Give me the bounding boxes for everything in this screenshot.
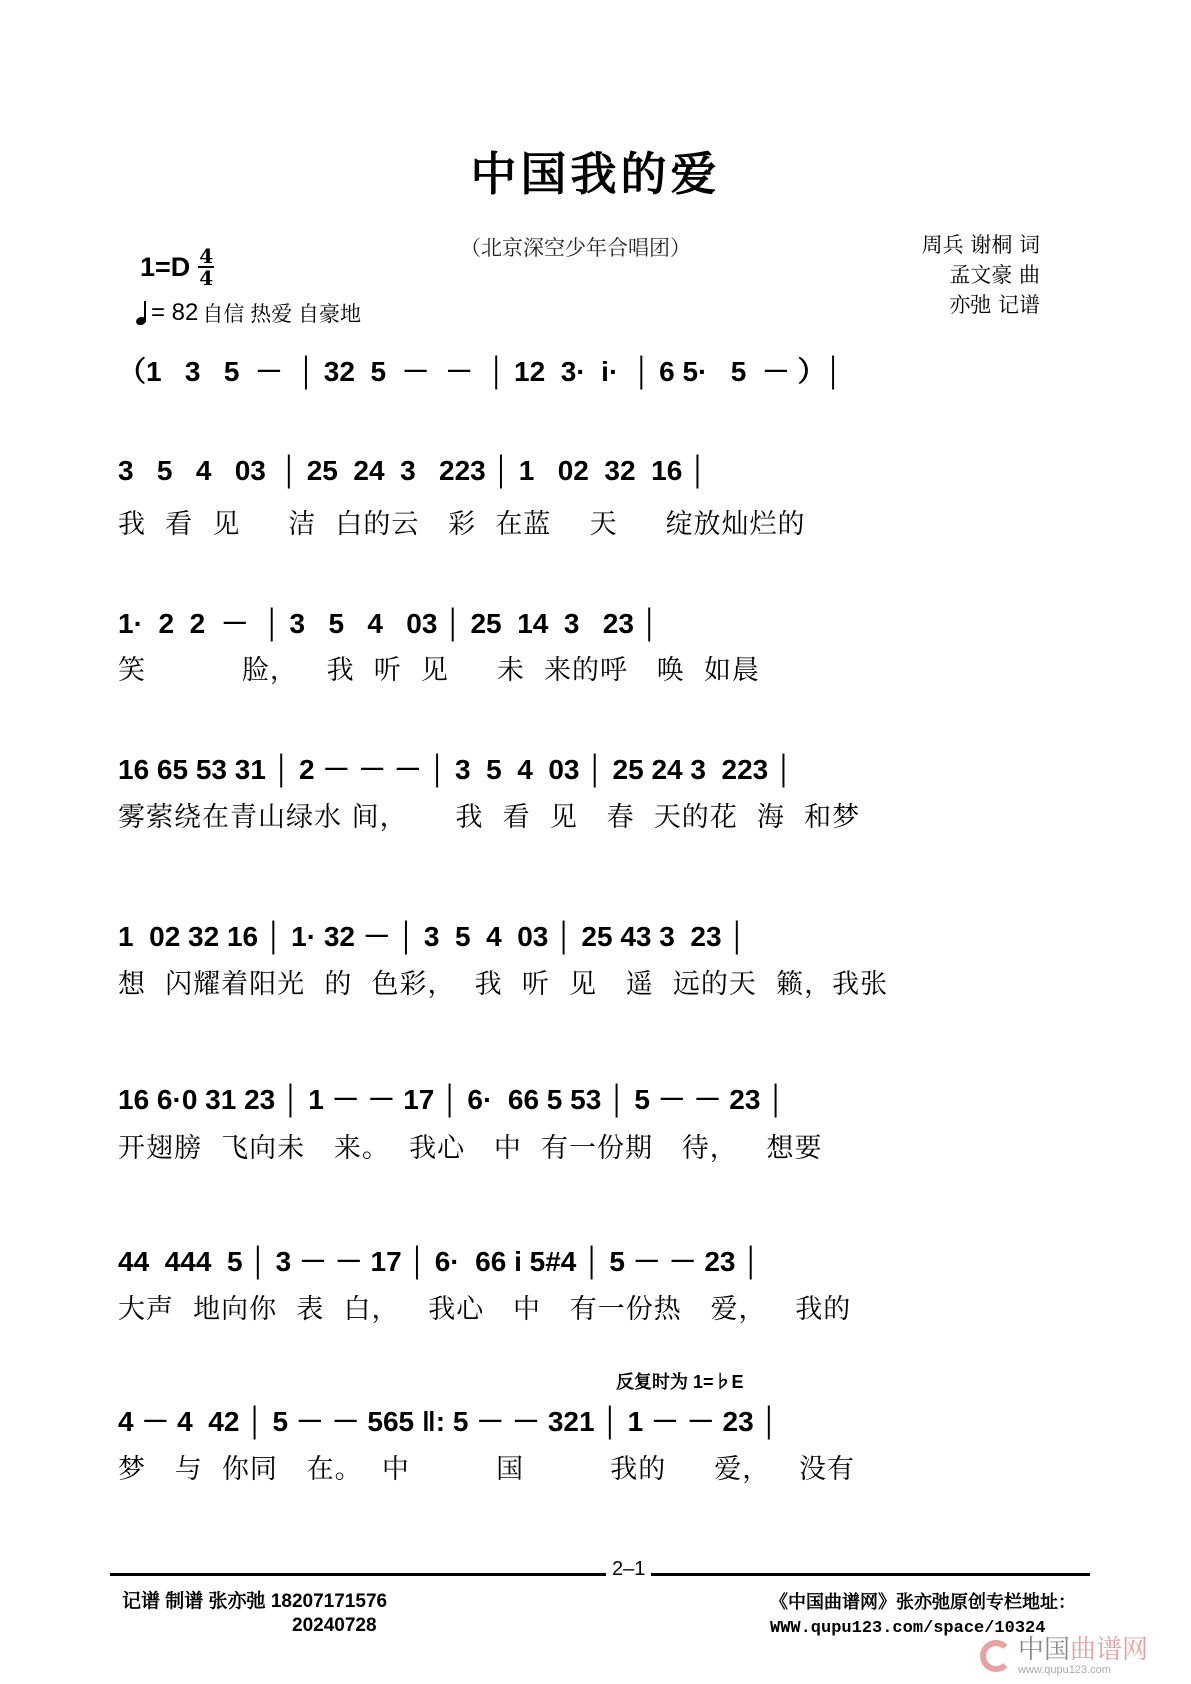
key: 1=D [140, 251, 191, 282]
lyricist: 周兵 谢桐 词 [921, 233, 1040, 257]
score-line-6-lyrics: 开翅膀 飞向未 来。 我心 中 有一份期 待， 想要 [118, 1133, 823, 1164]
credits [880, 230, 1040, 320]
score-line-6-notes: 16 6·0 31 23 │ 1 － － 17 │ 6· 66 5 53 │ 5 － － 23 │ [118, 1084, 786, 1115]
footer-left [122, 1590, 387, 1638]
page-title: 中国我的爱 [470, 147, 721, 201]
score-line-3-notes: 1· 2 2 － │ 3 5 4 03 │ 25 14 3 23 │ [118, 608, 660, 639]
page-number: 2–1 [606, 1558, 651, 1581]
expression: 自信 热爱 自豪地 [202, 303, 362, 326]
qupu-logo-icon [980, 1640, 1012, 1672]
watermark: 中国曲谱网 www.qupu123.com [980, 1636, 1148, 1676]
score-line-1-notes: （1 3 5 － │ 32 5 － － │ 12 3· i· │ 6 5· 5 － ）│ [118, 356, 844, 387]
score-line-4-lyrics: 雾萦绕在青山绿水 间， 我 看 见 春 天的花 海 和梦 [118, 802, 861, 833]
quarter-note-icon [136, 301, 147, 325]
score-line-8-notes: 4 － 4 42 │ 5 － － 565 ‖: 5 － － 321 │ 1 － － 23 │ [118, 1406, 779, 1437]
score-line-7-notes: 44 444 5 │ 3 － － 17 │ 6· 66 i 5#4 │ 5 － － 23 │ [118, 1246, 761, 1277]
score-line-8-lyrics: 梦 与 你同 在。 中 国 我的 爱， 没有 [118, 1454, 855, 1485]
score-line-5-notes: 1 02 32 16 │ 1· 32 － │ 3 5 4 03 │ 25 43 3 23 │ [118, 921, 747, 952]
footer-divider [110, 1573, 1090, 1576]
key-signature [140, 246, 214, 288]
time-signature: $\frac{4}{4}$ [199, 244, 214, 290]
tempo-value: = 82 [151, 299, 199, 326]
repeat-key-change: 反复时为 1=♭E [616, 1372, 744, 1392]
transcriber-contact: 记谱 制谱 张亦弛 18207171576 [122, 1591, 388, 1612]
score-line-3-lyrics: 笑 脸， 我 听 见 未 来的呼 唤 如晨 [118, 655, 760, 686]
performer: （北京深空少年合唱团） [460, 236, 691, 260]
tempo-marking [136, 298, 361, 328]
score-line-5-lyrics: 想 闪耀着阳光 的 色彩， 我 听 见 遥 远的天 籁，我张 [118, 969, 889, 1000]
score-line-7-lyrics: 大声 地向你 表 白， 我心 中 有一份热 爱， 我的 [118, 1294, 852, 1325]
column-label: 《中国曲谱网》张亦弛原创专栏地址： [770, 1592, 1076, 1613]
column-url[interactable]: WWW.qupu123.com/space/10324 [770, 1619, 1046, 1638]
score-line-2-notes: 3 5 4 03 │ 25 24 3 223 │ 1 02 32 16 │ [118, 455, 708, 486]
date: 20240728 [292, 1615, 377, 1636]
score-line-4-notes: 16 65 53 31 │ 2 － － － │ 3 5 4 03 │ 25 24 3 223 │ [118, 754, 794, 785]
transcriber: 亦弛 记谱 [949, 293, 1040, 317]
score-line-2-lyrics: 我 看 见 洁 白的云 彩 在蓝 天 绽放灿烂的 [118, 509, 806, 540]
composer: 孟文豪 曲 [949, 263, 1040, 287]
